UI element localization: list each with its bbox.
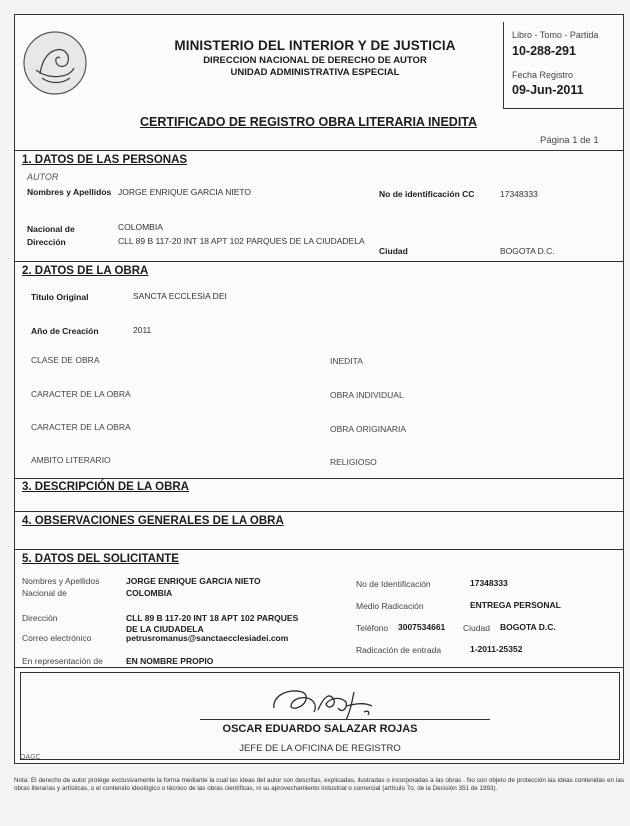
obra-row-value: OBRA INDIVIDUAL [330,390,404,400]
section-4-heading: 4. OBSERVACIONES GENERALES DE LA OBRA [22,515,284,527]
author-nacional-value: COLOMBIA [118,222,163,232]
direction-name: DIRECCION NACIONAL DE DERECHO DE AUTOR [203,55,427,66]
anio-value: 2011 [133,325,152,335]
ministry-logo [22,30,88,96]
sol-tel-value: 3007534661 [398,622,446,632]
sol-rep-label: En representación de [22,656,103,666]
obra-row-label: CARACTER DE LA OBRA [31,389,131,399]
handwritten-signature [268,682,398,729]
author-name-label: Nombres y Apellidos [27,187,112,197]
sol-nacional-value: COLOMBIA [126,588,173,598]
sol-id-value: 17348333 [470,578,508,588]
author-ciudad-label: Ciudad [379,246,408,256]
author-id-label: No de identificación CC [379,189,475,199]
author-name-value: JORGE ENRIQUE GARCIA NIETO [118,187,252,197]
sol-dir-label: Dirección [22,613,58,623]
oagc-code: OAGC [20,754,41,761]
section-1-heading: 1. DATOS DE LAS PERSONAS [22,154,188,166]
certificate-title: CERTIFICADO DE REGISTRO OBRA LITERARIA INEDITA [140,115,478,129]
divider [14,549,624,550]
sol-tel-label: Teléfono [356,623,389,633]
obra-row-label: CLASE DE OBRA [31,355,100,365]
signer-name: OSCAR EDUARDO SALAZAR ROJAS [222,723,418,735]
libro-label: Libro - Tomo - Partida [512,30,599,40]
section-2-heading: 2. DATOS DE LA OBRA [22,265,149,277]
sol-nacional-label: Nacional de [22,588,67,598]
sol-medio-label: Medio Radicación [356,601,424,611]
sol-id-label: No de Identificación [356,579,431,589]
sol-rad-label: Radicación de entrada [356,645,442,655]
obra-row-value: RELIGIOSO [330,457,377,467]
fecha-label: Fecha Registro [512,70,574,80]
sol-rad-value: 1-2011-25352 [470,644,523,654]
libro-value: 10-288-291 [512,44,576,58]
sol-name-label: Nombres y Apellidos [22,576,100,586]
section-5-heading: 5. DATOS DEL SOLICITANTE [22,553,179,565]
unit-name: UNIDAD ADMINISTRATIVA ESPECIAL [230,67,400,78]
sol-email-label: Correo electrónico [22,633,92,643]
signature-line [200,719,490,720]
legal-note: Nota: El derecho de autor protege exclusivamente la forma mediante la cual las ideas del autor son descritas, explicadas, ilustradas o incorporadas a las obras . No son objeto de protección las ideas contenidas en las obras literarias y artísticas, o el contenido ideológico o técnico de las obras científicas, ni su aprovechamiento industrial o comercial (artículo 7o. de la Decisión 351 de 1993). [14,777,624,792]
obra-row-label: AMBITO LITERARIO [31,455,111,465]
obra-row-label: CARACTER DE LA OBRA [31,422,131,432]
author-nacional-label: Nacional de [27,224,75,234]
titulo-label: Titulo Original [31,292,89,302]
divider [14,150,624,151]
sol-ciudad-value: BOGOTA D.C. [500,622,556,632]
author-ciudad-value: BOGOTA D.C. [500,246,555,256]
divider [14,478,624,479]
divider [14,511,624,512]
sol-medio-value: ENTREGA PERSONAL [470,600,561,610]
author-dir-value: CLL 89 B 117-20 INT 18 APT 102 PARQUES DE LA CIUDADELA [118,236,365,246]
sol-ciudad-label: Ciudad [463,623,490,633]
ministry-name: MINISTERIO DEL INTERIOR Y DE JUSTICIA [174,38,456,53]
author-role: AUTOR [27,172,59,182]
sol-email-value: petrusromanus@sanctaecclesiadei.com [126,633,289,643]
author-id-value: 17348333 [500,189,538,199]
sol-dir-value-1: CLL 89 B 117-20 INT 18 APT 102 PARQUES [126,613,299,623]
fecha-value: 09-Jun-2011 [512,83,584,97]
divider [14,261,624,262]
sol-name-value: JORGE ENRIQUE GARCIA NIETO [126,576,261,586]
sol-rep-value: EN NOMBRE PROPIO [126,656,214,666]
titulo-value: SANCTA ECCLESIA DEI [133,291,227,301]
anio-label: Año de Creación [31,326,99,336]
author-dir-label: Dirección [27,237,66,247]
section-3-heading: 3. DESCRIPCIÓN DE LA OBRA [22,481,189,493]
signer-title: JEFE DE LA OFICINA DE REGISTRO [239,743,401,754]
sol-dir-value-2: DE LA CIUDADELA [126,624,204,634]
obra-row-value: OBRA ORIGINARIA [330,424,407,434]
page-number: Página 1 de 1 [540,135,599,146]
registration-box [503,22,623,109]
header-titles [150,38,480,78]
obra-row-value: INEDITA [330,356,363,366]
divider [14,667,624,668]
